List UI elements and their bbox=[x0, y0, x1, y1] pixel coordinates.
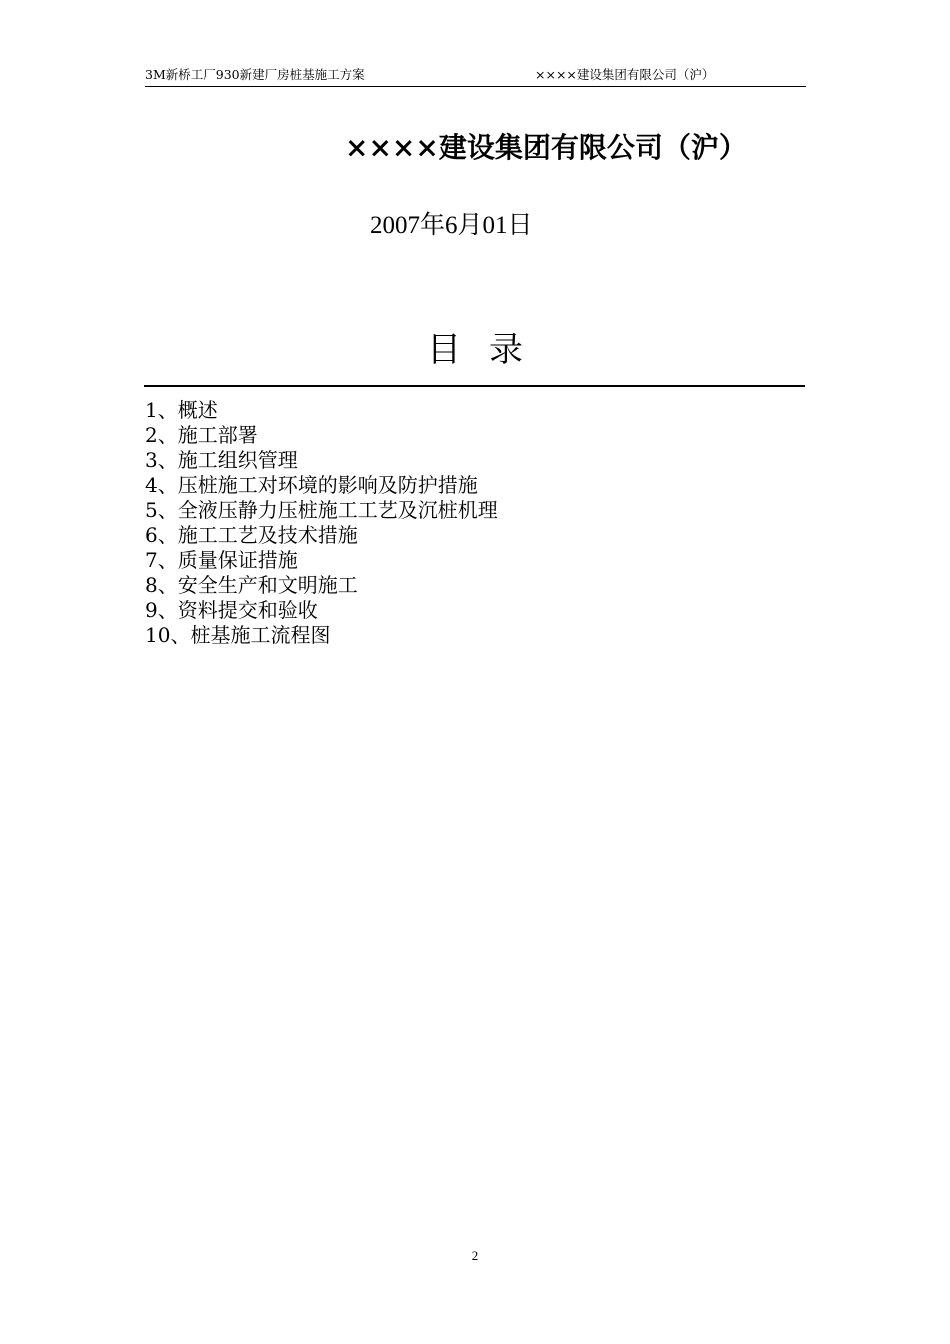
toc-item: 3、施工组织管理 bbox=[145, 448, 298, 472]
page-number: 2 bbox=[471, 1248, 479, 1263]
toc-divider bbox=[144, 385, 805, 387]
toc-item: 1、概述 bbox=[145, 398, 218, 422]
document-date: 2007年6月01日 bbox=[370, 212, 533, 239]
toc-item: 5、全液压静力压桩施工工艺及沉桩机理 bbox=[145, 498, 498, 522]
toc-item: 2、施工部署 bbox=[145, 423, 258, 447]
toc-item: 7、质量保证措施 bbox=[145, 548, 298, 572]
company-name-heading: ××××建设集团有限公司（沪） bbox=[345, 131, 747, 164]
toc-item: 9、资料提交和验收 bbox=[145, 598, 318, 622]
page-header bbox=[145, 66, 806, 87]
toc-title: 目录 bbox=[427, 330, 551, 370]
header-company-name: ××××建设集团有限公司（沪） bbox=[535, 67, 715, 82]
toc-item: 10、桩基施工流程图 bbox=[145, 623, 331, 647]
header-document-title: 3M新桥工厂930新建厂房桩基施工方案 bbox=[145, 67, 365, 82]
toc-item: 6、施工工艺及技术措施 bbox=[145, 523, 358, 547]
toc-list bbox=[145, 398, 498, 648]
toc-item: 4、压桩施工对环境的影响及防护措施 bbox=[145, 473, 478, 497]
toc-item: 8、安全生产和文明施工 bbox=[145, 573, 358, 597]
